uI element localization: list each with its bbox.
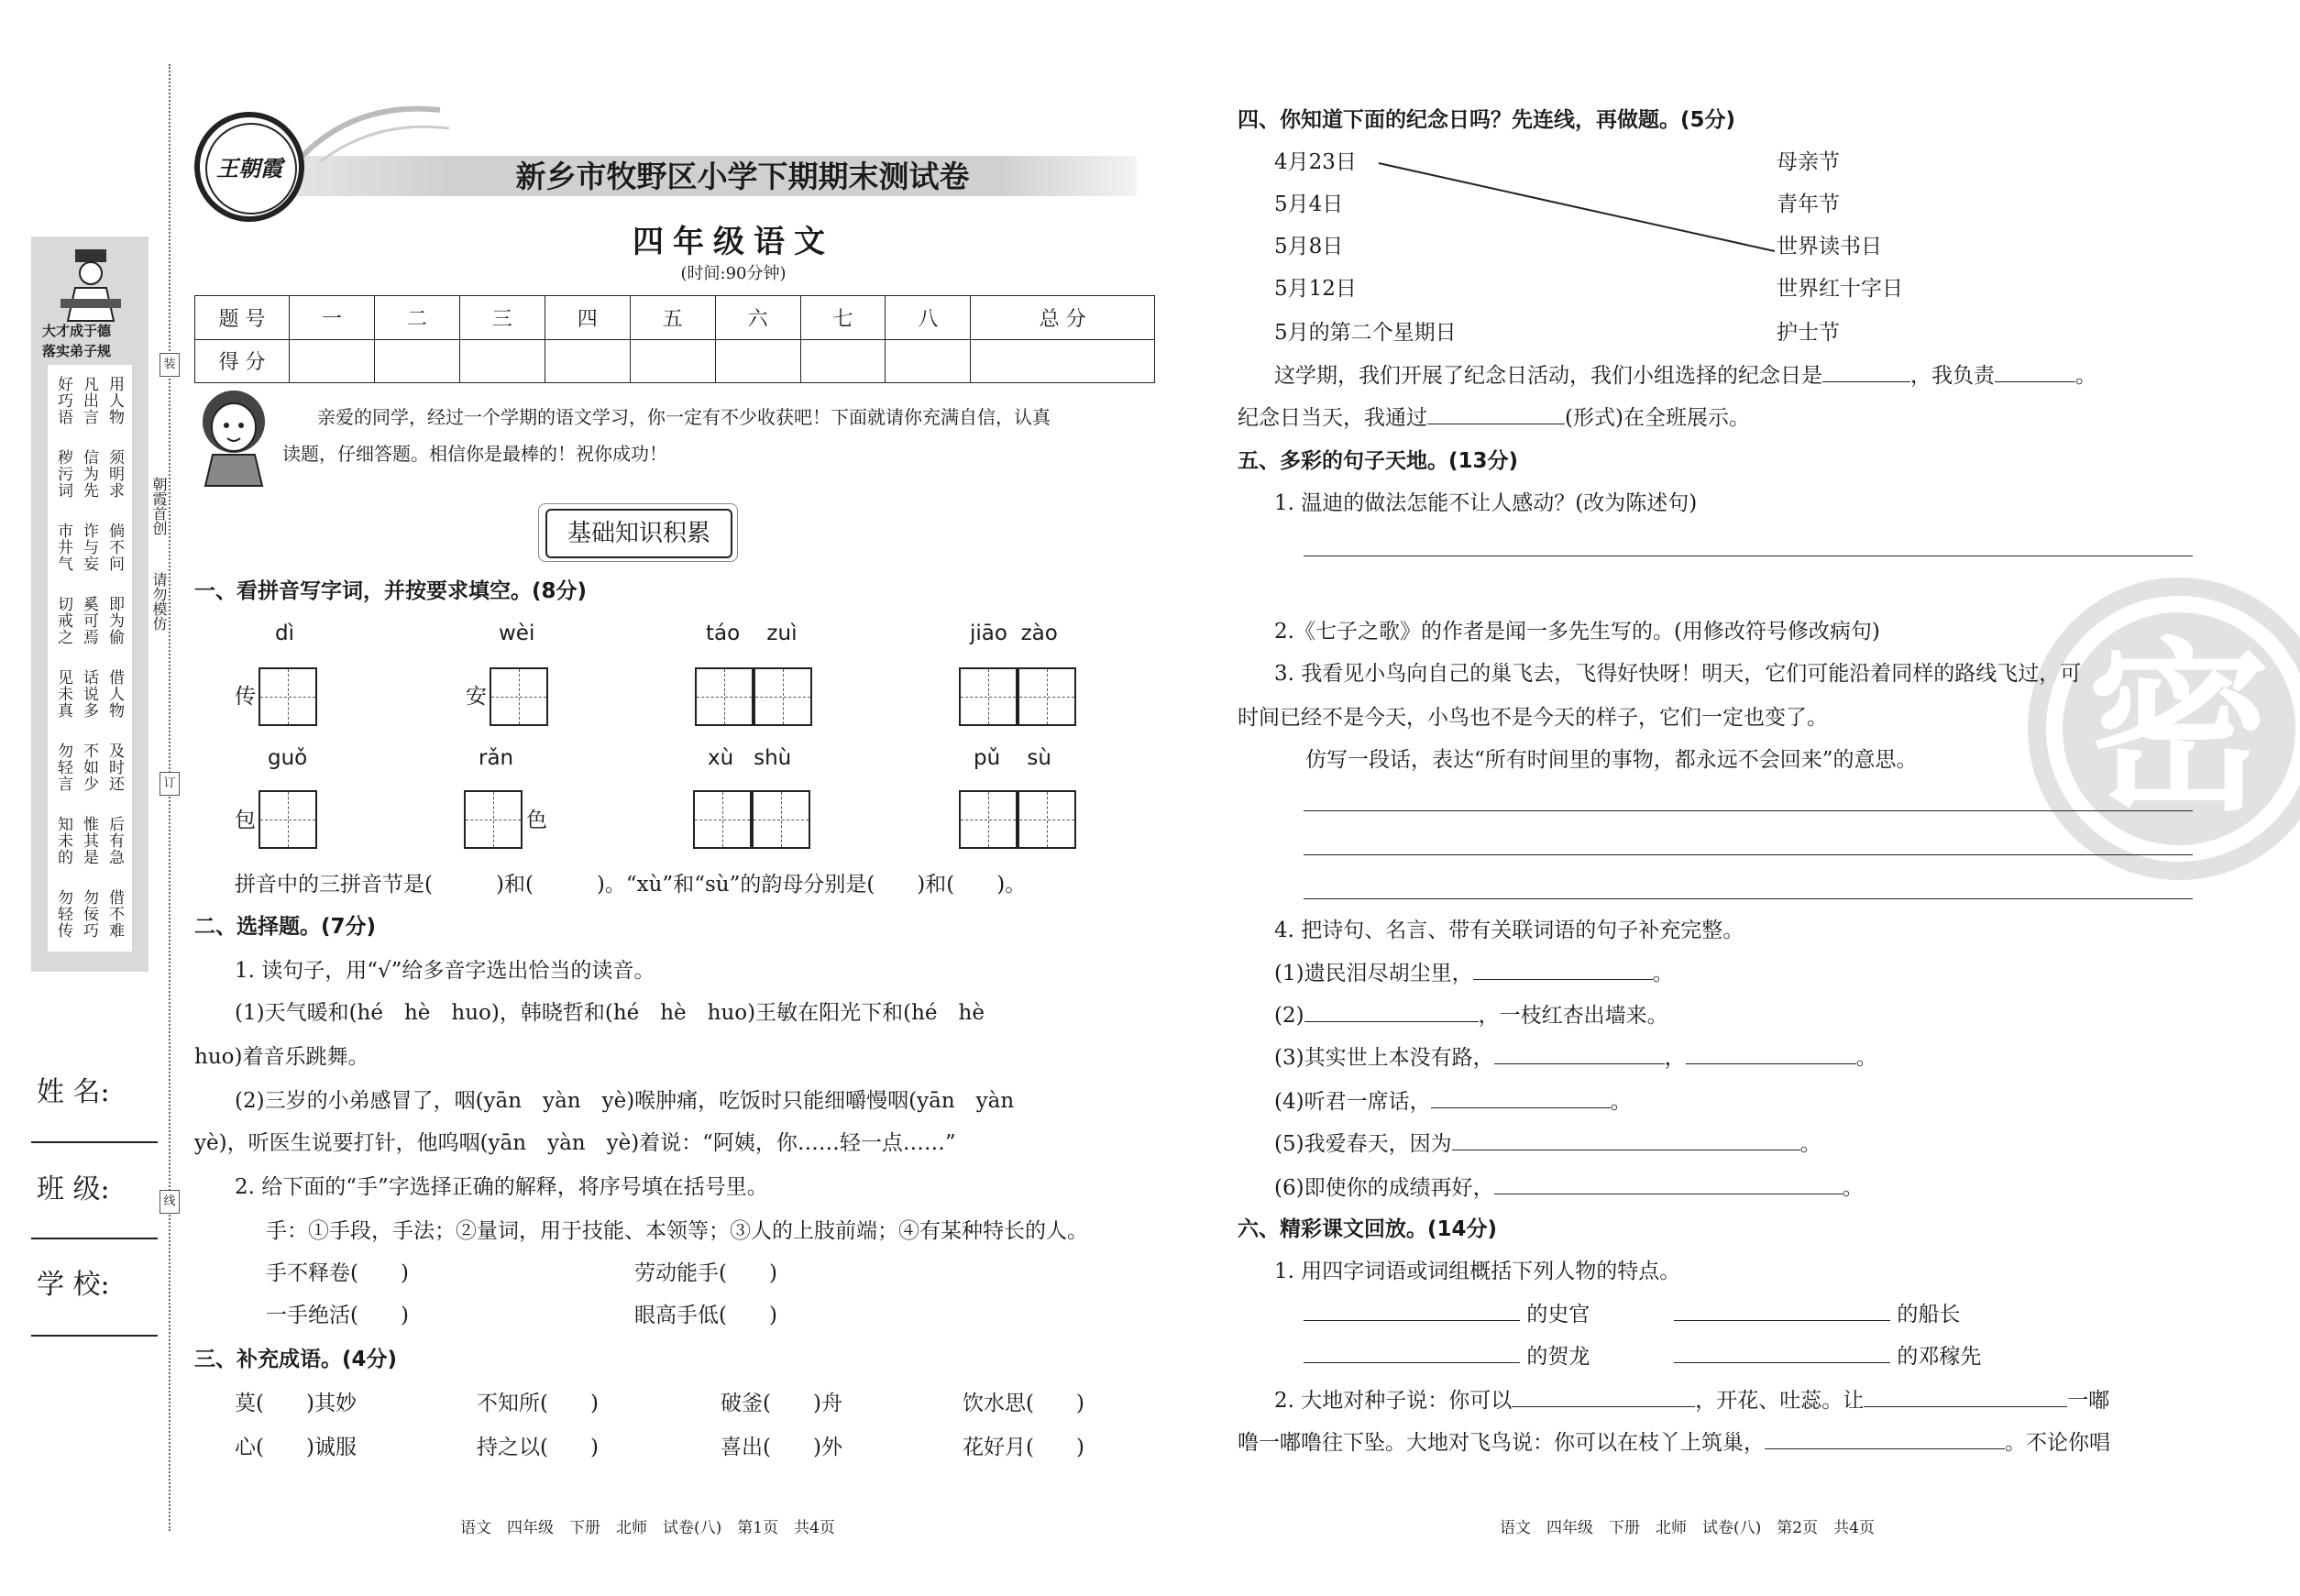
rule-column: 借人物 bbox=[105, 669, 124, 719]
score-value-row bbox=[195, 339, 1155, 383]
score-cell: 五 bbox=[630, 296, 715, 340]
q2-item[interactable]: 手不释卷( ) bbox=[266, 1261, 409, 1285]
q2-line3: (2)三岁的小弟感冒了，咽(yān yàn yè)喉肿痛，吃饭时只能细嚼慢咽(yān yàn bbox=[235, 1089, 1015, 1113]
rule-column: 用人物 bbox=[105, 376, 124, 425]
q6-person-text: 的贺龙 bbox=[1526, 1345, 1590, 1369]
q5-fill-end: 。 bbox=[1799, 1132, 1821, 1156]
binding-tag-1: 装 bbox=[160, 353, 180, 377]
class-field[interactable] bbox=[31, 1238, 158, 1239]
q2-title: 二、选择题。(7分) bbox=[194, 915, 377, 939]
rule-column: 及时还 bbox=[105, 743, 124, 792]
q5-fill bbox=[1274, 1173, 1864, 1202]
score-cell: 七 bbox=[800, 296, 886, 340]
score-input[interactable] bbox=[715, 339, 800, 383]
logo-text: 王朝霞 bbox=[216, 155, 282, 182]
score-cell: 题 号 bbox=[195, 296, 290, 340]
writing-grid[interactable] bbox=[754, 667, 812, 726]
answer-blank[interactable] bbox=[1674, 1300, 1890, 1321]
rule-column: 知未的 bbox=[54, 816, 72, 865]
q4-para2-text: 纪念日当天，我通过 bbox=[1238, 406, 1427, 430]
score-input[interactable] bbox=[459, 339, 545, 383]
score-header-row bbox=[195, 296, 1155, 340]
q2-item[interactable]: 眼高手低( ) bbox=[634, 1304, 777, 1327]
footer-right: 语文 四年级 下册 北师 试卷(八) 第2页 共4页 bbox=[1500, 1519, 1875, 1537]
writing-grid[interactable] bbox=[464, 790, 523, 849]
writing-grid[interactable] bbox=[752, 790, 810, 849]
school-label: 学 校: bbox=[37, 1269, 110, 1301]
idiom-item[interactable]: 持之以( ) bbox=[477, 1436, 599, 1459]
q5-fill-text: (3)其实世上本没有路， bbox=[1274, 1046, 1494, 1070]
q2-line4: yè)，听医生说要打针，他呜咽(yān yàn yè)着说：“阿姨，你……轻一点……” bbox=[194, 1131, 956, 1155]
rules-panel bbox=[48, 365, 132, 952]
answer-blank[interactable] bbox=[1686, 1043, 1856, 1064]
q6-sub2 bbox=[1274, 1386, 2109, 1414]
score-table bbox=[194, 295, 1155, 383]
rule-column: 凡出言 bbox=[80, 376, 98, 425]
festival-item[interactable]: 世界读书日 bbox=[1777, 235, 1882, 259]
rule-column: 不如少 bbox=[80, 743, 98, 792]
festival-item[interactable]: 母亲节 bbox=[1777, 150, 1840, 174]
match-line bbox=[1375, 156, 1778, 257]
q1-fill: 拼音中的三拼音节是( )和( )。“xù”和“sù”的韵母分别是( )和( )。 bbox=[235, 873, 1027, 897]
answer-line[interactable] bbox=[1304, 898, 2193, 899]
idiom-item[interactable]: 心( )诚服 bbox=[235, 1436, 357, 1459]
q5-sub3b: 时间已经不是今天，小鸟也不是今天的样子，它们一定也变了。 bbox=[1238, 706, 1828, 730]
q4-para1-mid: ，我负责 bbox=[1910, 364, 1995, 388]
score-input[interactable] bbox=[800, 339, 886, 383]
score-cell: 得 分 bbox=[195, 339, 290, 383]
q5-fill-text: (6)即使你的成绩再好， bbox=[1274, 1176, 1494, 1200]
score-cell: 二 bbox=[374, 296, 459, 340]
writing-grid[interactable] bbox=[259, 667, 317, 726]
rule-column: 惟其是 bbox=[80, 816, 98, 865]
stamp-text: 密 bbox=[2086, 621, 2271, 836]
binding-tag-3: 线 bbox=[160, 1190, 180, 1214]
pinyin: xù shù bbox=[708, 746, 792, 770]
q6-person-text: 的邓稼先 bbox=[1897, 1345, 1982, 1369]
girl-illustration bbox=[193, 387, 275, 488]
rule-column: 见未真 bbox=[54, 669, 72, 719]
idiom-item[interactable]: 饮水思( ) bbox=[963, 1392, 1084, 1415]
answer-line[interactable] bbox=[1304, 810, 2193, 811]
score-cell: 六 bbox=[715, 296, 800, 340]
idiom-item[interactable]: 破釜( )舟 bbox=[721, 1392, 842, 1415]
writing-grid[interactable] bbox=[695, 667, 754, 726]
score-cell: 八 bbox=[886, 296, 971, 340]
date-item[interactable]: 5月4日 bbox=[1274, 193, 1344, 216]
rule-column: 即为偷 bbox=[105, 596, 124, 645]
pinyin: guǒ bbox=[268, 746, 308, 770]
rule-column: 勿轻传 bbox=[54, 889, 72, 939]
q5-fill-text: (1)遗民泪尽胡尘里， bbox=[1274, 962, 1473, 985]
score-cell: 三 bbox=[459, 296, 545, 340]
q5-fill-end: 。 bbox=[1855, 1046, 1877, 1070]
q5-sub3c: 仿写一段话，表达“所有时间里的事物，都永远不会回来”的意思。 bbox=[1305, 748, 1918, 772]
q2-item[interactable]: 劳动能手( ) bbox=[634, 1261, 777, 1285]
q5-sub4: 4. 把诗句、名言、带有关联词语的句子补充完整。 bbox=[1274, 919, 1744, 942]
date-item[interactable]: 5月12日 bbox=[1274, 277, 1357, 301]
pinyin: wèi bbox=[499, 622, 535, 645]
q1-title: 一、看拼音写字词，并按要求填空。(8分) bbox=[194, 579, 588, 603]
answer-blank[interactable] bbox=[1431, 1087, 1611, 1108]
answer-blank[interactable] bbox=[1512, 1386, 1695, 1407]
q6-sub2-mid: ，开花、吐蕊。让 bbox=[1695, 1389, 1865, 1413]
q4-para2 bbox=[1238, 403, 1750, 432]
date-item[interactable]: 5月的第二个星期日 bbox=[1274, 321, 1457, 345]
idiom-item[interactable]: 不知所( ) bbox=[477, 1392, 599, 1415]
q2-item[interactable]: 一手绝活( ) bbox=[266, 1304, 409, 1327]
answer-blank[interactable] bbox=[1494, 1173, 1843, 1194]
rule-column: 诈与妄 bbox=[80, 523, 98, 572]
exam-time: (时间:90分钟) bbox=[680, 264, 787, 283]
binding-line bbox=[169, 64, 171, 1531]
q4-para2-end: (形式)在全班展示。 bbox=[1565, 406, 1750, 430]
q5-fill-end: ，一枝红杏出墙来。 bbox=[1478, 1004, 1668, 1028]
pinyin: rǎn bbox=[479, 746, 514, 770]
class-label: 班 级: bbox=[37, 1173, 110, 1205]
rule-column: 借不难 bbox=[105, 889, 124, 939]
secret-stamp bbox=[2028, 578, 2300, 880]
name-label: 姓 名: bbox=[37, 1076, 110, 1108]
writing-grid[interactable] bbox=[959, 790, 1018, 849]
q3-title: 三、补充成语。(4分) bbox=[194, 1348, 398, 1371]
rule-column: 倘不问 bbox=[105, 523, 124, 572]
score-cell: 一 bbox=[290, 296, 375, 340]
q5-fill-text: (2) bbox=[1274, 1004, 1304, 1028]
writing-grid[interactable] bbox=[1018, 667, 1076, 726]
rule-column: 信为先 bbox=[80, 449, 98, 499]
answer-blank[interactable] bbox=[1822, 361, 1910, 382]
logo bbox=[194, 112, 304, 222]
binding-tag-2: 订 bbox=[160, 772, 180, 796]
q6-sub2b-end: 。不论你唱 bbox=[2005, 1431, 2110, 1455]
q5-fill-text: (5)我爱春天，因为 bbox=[1274, 1132, 1452, 1156]
writing-grid[interactable] bbox=[693, 790, 752, 849]
q4-title: 四、你知道下面的纪念日吗？先连线，再做题。(5分) bbox=[1238, 108, 1736, 132]
name-field[interactable] bbox=[31, 1141, 158, 1143]
q4-para1-text: 这学期，我们开展了纪念日活动，我们小组选择的纪念日是 bbox=[1274, 364, 1822, 388]
answer-blank[interactable] bbox=[1765, 1428, 2005, 1449]
q5-fill bbox=[1274, 1129, 1821, 1158]
answer-blank[interactable] bbox=[1473, 959, 1653, 980]
idiom-item[interactable]: 喜出( )外 bbox=[721, 1436, 842, 1459]
char-suffix: 色 bbox=[526, 809, 547, 832]
answer-line[interactable] bbox=[1304, 854, 2193, 855]
char-prefix: 包 bbox=[235, 809, 256, 832]
q5-fill bbox=[1274, 959, 1674, 987]
pinyin: dì bbox=[275, 622, 294, 645]
pinyin: táo zuì bbox=[706, 622, 798, 645]
score-input[interactable] bbox=[971, 339, 1155, 383]
q5-title: 五、多彩的句子天地。(13分) bbox=[1238, 449, 1519, 473]
answer-blank[interactable] bbox=[1304, 1342, 1520, 1363]
rule-column: 奚可焉 bbox=[80, 596, 98, 645]
q5-sub3a: 3. 我看见小鸟向自己的巢飞去，飞得好快呀！明天，它们可能沿着同样的路线飞过，可 bbox=[1274, 662, 2082, 686]
exam-subtitle: 四年级语文 bbox=[633, 224, 834, 260]
q5-sub2: 2.《七子之歌》的作者是闻一多先生写的。(用修改符号修改病句) bbox=[1274, 620, 1880, 644]
motto-strip bbox=[31, 237, 149, 972]
q5-fill bbox=[1274, 1043, 1877, 1072]
q6-person-text: 的船长 bbox=[1897, 1303, 1961, 1326]
score-input[interactable] bbox=[290, 339, 375, 383]
writing-grid[interactable] bbox=[959, 667, 1018, 726]
score-input[interactable] bbox=[630, 339, 715, 383]
q5-sub1: 1. 温迪的做法怎能不让人感动？(改为陈述句) bbox=[1274, 491, 1698, 515]
rule-column: 切戒之 bbox=[54, 596, 72, 645]
q2-definitions: 手：①手段，手法；②量词，用于技能、本领等；③人的上肢前端；④有某种特长的人。 bbox=[266, 1219, 1088, 1243]
idiom-item[interactable]: 莫( )其妙 bbox=[235, 1392, 357, 1415]
q5-fill bbox=[1274, 1001, 1668, 1029]
answer-blank[interactable] bbox=[1864, 1386, 2067, 1407]
rule-column: 好巧语 bbox=[54, 376, 72, 425]
exam-title: 新乡市牧野区小学下期期末测试卷 bbox=[515, 159, 970, 194]
rule-column: 秽污词 bbox=[54, 449, 72, 499]
side-mark-a: 朝霞首创 bbox=[150, 477, 168, 535]
q2-sub2: 2. 给下面的“手”字选择正确的解释，将序号填在括号里。 bbox=[235, 1175, 768, 1199]
score-input[interactable] bbox=[545, 339, 630, 383]
q5-fill-text: (4)听君一席话， bbox=[1274, 1090, 1431, 1114]
section-label: 基础知识积累 bbox=[545, 509, 732, 558]
scholar-figure bbox=[59, 248, 123, 323]
q6-person bbox=[1304, 1342, 1590, 1370]
rule-column: 市井气 bbox=[54, 523, 72, 572]
score-cell: 四 bbox=[545, 296, 630, 340]
q6-title: 六、精彩课文回放。(14分) bbox=[1238, 1217, 1498, 1241]
writing-grid[interactable] bbox=[1018, 790, 1076, 849]
q2-line1: (1)天气暖和(hé hè huo)，韩晓哲和(hé hè huo)王敏在阳光下和(hé hè bbox=[235, 1001, 985, 1025]
q6-sub1: 1. 用四字词语或词组概括下列人物的特点。 bbox=[1274, 1260, 1681, 1283]
score-input[interactable] bbox=[886, 339, 971, 383]
rule-column: 勿轻言 bbox=[54, 743, 72, 792]
q6-person bbox=[1674, 1300, 1960, 1328]
writing-grid[interactable] bbox=[259, 790, 317, 849]
festival-item[interactable]: 世界红十字日 bbox=[1777, 277, 1903, 301]
q5-fill-end: 。 bbox=[1842, 1176, 1864, 1200]
motto-1: 大才成于德 bbox=[42, 323, 112, 339]
writing-grid[interactable] bbox=[490, 667, 548, 726]
rule-column: 须明求 bbox=[105, 449, 124, 499]
q2-sub1: 1. 读句子，用“√”给多音字选出恰当的读音。 bbox=[235, 959, 655, 983]
idiom-item[interactable]: 花好月( ) bbox=[963, 1436, 1084, 1459]
date-item[interactable]: 5月8日 bbox=[1274, 235, 1344, 259]
q4-para1-end: 。 bbox=[2075, 364, 2096, 388]
pinyin: pǔ sù bbox=[974, 746, 1051, 770]
answer-blank[interactable] bbox=[1452, 1129, 1800, 1150]
intro-line-1: 亲爱的同学，经过一个学期的语文学习，你一定有不少收获吧！下面就请你充满自信，认真 bbox=[317, 406, 1051, 428]
intro-line-2: 读题，仔细答题。相信你是最棒的！祝你成功！ bbox=[282, 443, 667, 465]
q5-fill-end: 。 bbox=[1652, 962, 1674, 985]
q5-fill bbox=[1274, 1087, 1632, 1116]
q6-person bbox=[1304, 1300, 1590, 1328]
char-prefix: 安 bbox=[466, 685, 487, 709]
rule-column: 后有急 bbox=[105, 816, 124, 865]
q6-sub2-end: 一嘟 bbox=[2067, 1389, 2110, 1413]
answer-blank[interactable] bbox=[1427, 403, 1565, 424]
pinyin: jiāo zào bbox=[970, 622, 1058, 645]
answer-blank[interactable] bbox=[1674, 1342, 1890, 1363]
rule-column: 勿佞巧 bbox=[80, 889, 98, 939]
date-item[interactable]: 4月23日 bbox=[1274, 150, 1357, 174]
footer-left: 语文 四年级 下册 北师 试卷(八) 第1页 共4页 bbox=[460, 1519, 835, 1537]
festival-item[interactable]: 青年节 bbox=[1777, 193, 1840, 216]
q6-sub2-text: 2. 大地对种子说：你可以 bbox=[1274, 1389, 1513, 1413]
char-prefix: 传 bbox=[235, 685, 256, 709]
q4-para1 bbox=[1274, 361, 2096, 390]
answer-blank[interactable] bbox=[1494, 1043, 1665, 1064]
score-input[interactable] bbox=[374, 339, 459, 383]
q2-line2: huo)着音乐跳舞。 bbox=[194, 1045, 369, 1069]
q6-sub2b bbox=[1238, 1428, 2110, 1457]
side-mark-b: 请勿模仿 bbox=[150, 572, 168, 631]
score-cell: 总 分 bbox=[971, 296, 1155, 340]
answer-blank[interactable] bbox=[1995, 361, 2075, 382]
answer-blank[interactable] bbox=[1304, 1001, 1479, 1022]
rule-column: 话说多 bbox=[80, 669, 98, 719]
answer-blank[interactable] bbox=[1304, 1300, 1520, 1321]
q6-sub2b-text: 噜一嘟噜往下坠。大地对飞鸟说：你可以在枝丫上筑巢， bbox=[1238, 1431, 1765, 1455]
motto-2: 落实弟子规 bbox=[42, 343, 112, 359]
q5-fill-comma: ， bbox=[1664, 1046, 1686, 1070]
school-field[interactable] bbox=[31, 1335, 158, 1337]
q5-fill-end: 。 bbox=[1610, 1090, 1632, 1114]
festival-item[interactable]: 护士节 bbox=[1777, 321, 1840, 345]
q6-person bbox=[1674, 1342, 1981, 1370]
q6-person-text: 的史官 bbox=[1526, 1303, 1590, 1326]
